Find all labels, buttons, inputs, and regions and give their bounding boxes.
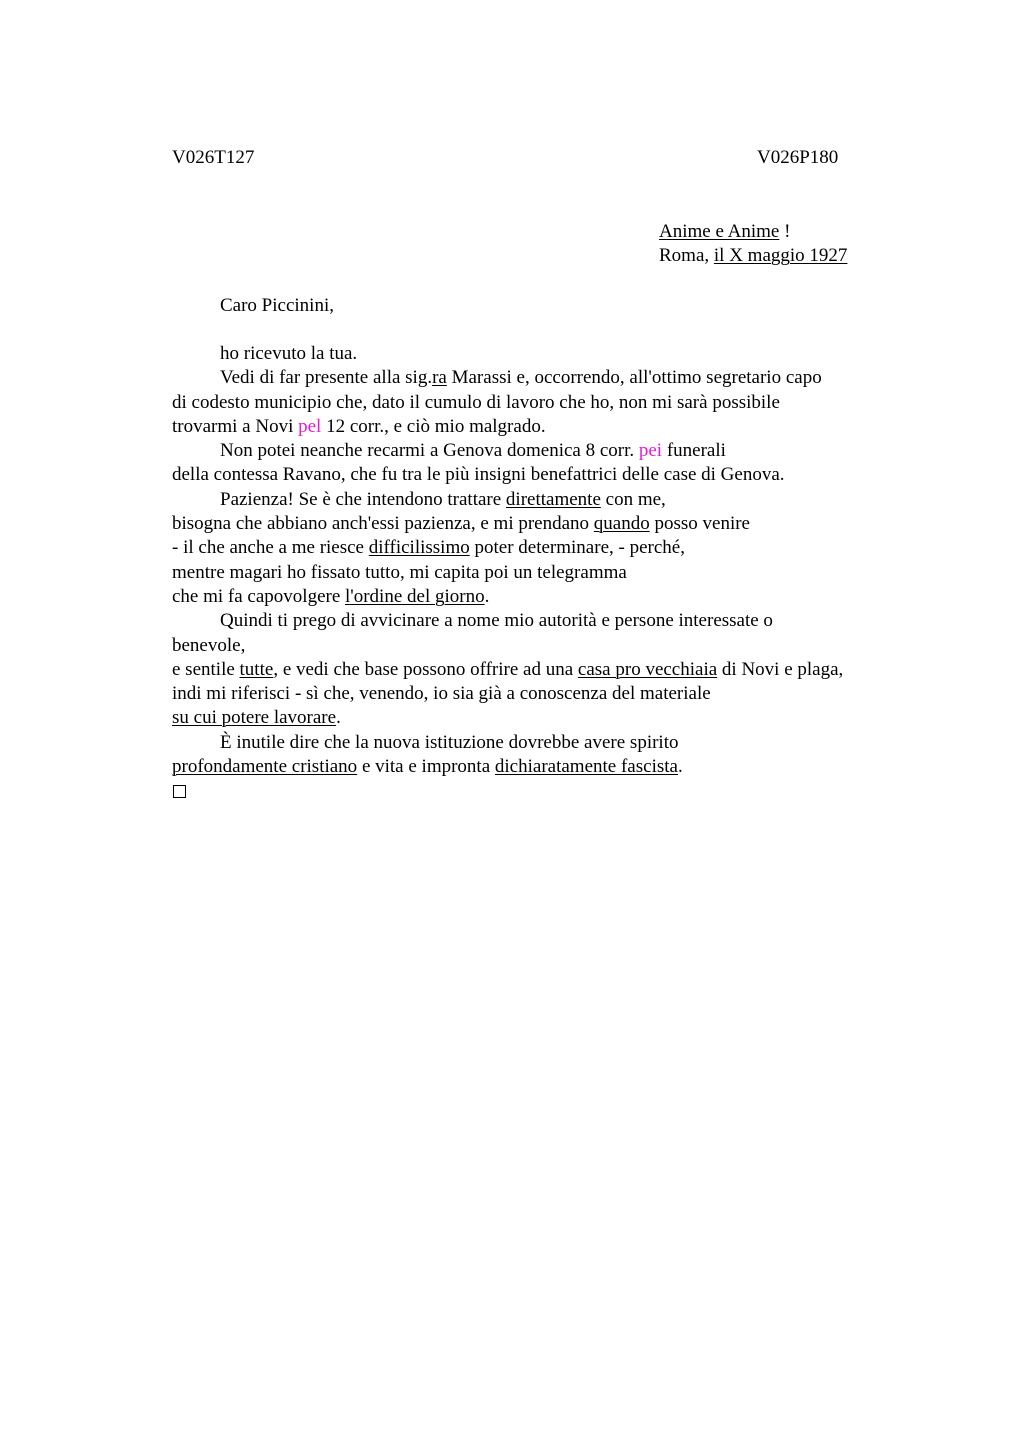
date-text: il X maggio 1927	[713, 245, 848, 267]
text-run: e sentile	[172, 658, 240, 680]
text-run: Vedi di far presente alla sig.	[220, 367, 433, 389]
body-line: ho ricevuto la tua.	[220, 343, 358, 364]
text-run: Marassi e, occorrendo, all'ottimo segretario capo	[446, 367, 822, 389]
underlined-text: dichiaratamente fascista	[494, 756, 678, 778]
body-line: della contessa Ravano, che fu tra le più insigni benefattrici delle case di Genova.	[172, 464, 785, 486]
text-run: Non potei neanche recarmi a Genova domenica 8 corr.	[220, 440, 639, 462]
place-text: Roma,	[659, 245, 714, 267]
date-line	[659, 244, 847, 268]
body-line	[172, 706, 843, 730]
body-line: È inutile dire che la nuova istituzione dovrebbe avere spirito	[220, 731, 679, 753]
body-line: mentre magari ho fissato tutto, mi capita poi un telegramma	[172, 561, 627, 583]
underlined-text: casa pro vecchiaia	[577, 658, 718, 680]
body-line	[172, 512, 843, 536]
text-run: e vita e impronta	[357, 756, 495, 778]
motto-tail: !	[779, 221, 791, 242]
text-run: , e vedi che base possono offrire ad una	[273, 658, 578, 680]
text-run: di Novi e plaga,	[717, 658, 844, 680]
underlined-text: quando	[593, 513, 650, 535]
body-line	[172, 415, 843, 439]
end-marker-box-icon	[173, 785, 186, 798]
text-run: poter determinare, - perché,	[469, 537, 685, 559]
underlined-text: l'ordine del giorno	[345, 585, 485, 607]
underlined-text: profondamente cristiano	[172, 756, 358, 778]
body-line	[172, 658, 843, 682]
text-run: .	[484, 585, 490, 607]
text-run: Pazienza! Se è che intendono trattare	[220, 488, 506, 510]
text-run: bisogna che abbiano anch'essi pazienza, e mi prendano	[172, 513, 594, 535]
letter-body	[172, 342, 843, 779]
body-line	[172, 488, 843, 512]
text-run: - il che anche a me riesce	[172, 537, 369, 559]
body-line	[172, 366, 843, 390]
text-run: che mi fa capovolgere	[172, 585, 346, 607]
body-line: indi mi riferisci - sì che, venendo, io sia già a conoscenza del materiale	[172, 683, 711, 705]
text-run: posso venire	[649, 513, 750, 535]
body-line: di codesto municipio che, dato il cumulo di lavoro che ho, non mi sarà possibile	[172, 391, 780, 413]
salutation: Caro Piccinini,	[220, 295, 334, 316]
body-line: Quindi ti prego di avvicinare a nome mio autorità e persone interessate o	[220, 610, 773, 632]
underlined-text: su cui potere lavorare	[172, 707, 337, 729]
motto-text: Anime e Anime	[659, 221, 780, 242]
underlined-text: ra	[432, 367, 447, 389]
body-line	[172, 439, 843, 463]
text-run: .	[336, 707, 341, 729]
document-code-left: V026T127	[172, 147, 255, 168]
body-line	[172, 536, 843, 560]
text-run: funerali	[662, 440, 726, 462]
highlighted-word: pei	[638, 440, 663, 462]
body-line	[172, 755, 843, 779]
highlighted-word: pel	[298, 415, 322, 437]
underlined-text: direttamente	[505, 488, 601, 510]
text-run: .	[677, 756, 683, 778]
text-run: 12 corr., e ciò mio malgrado.	[321, 415, 546, 437]
underlined-text: tutte	[239, 658, 274, 680]
underlined-text: difficilissimo	[368, 537, 470, 559]
letter-heading	[659, 220, 847, 269]
body-line	[172, 585, 843, 609]
motto-line	[659, 220, 847, 244]
document-code-right: V026P180	[757, 147, 839, 168]
text-run: con me,	[600, 488, 666, 510]
body-line: benevole,	[172, 634, 246, 656]
text-run: trovarmi a Novi	[172, 415, 299, 437]
